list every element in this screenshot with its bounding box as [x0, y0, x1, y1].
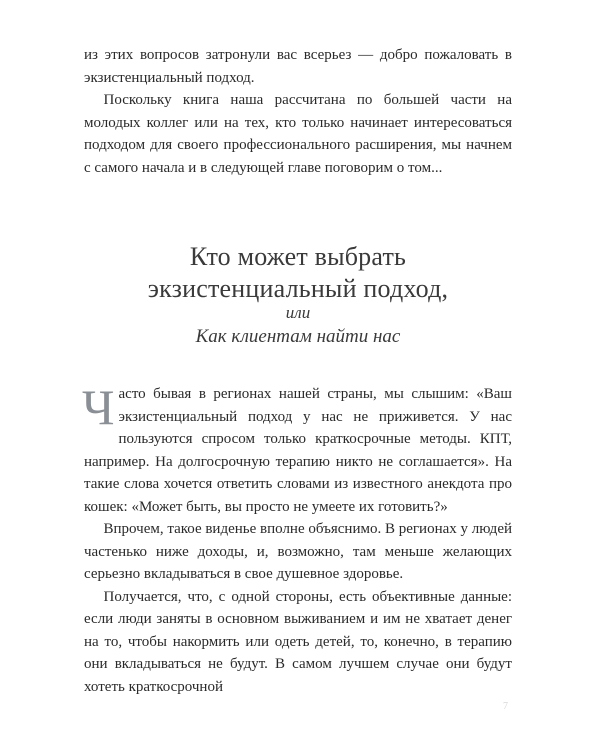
- chapter-or: или: [285, 303, 311, 322]
- page-number: 7: [503, 701, 508, 712]
- body-paragraph: Поскольку книга наша рассчитана по большей части на молодых коллег или на тех, кто только начинает интересоваться подходом для своего профессионального расширения, мы начнем с самого начала и в следующей главе поговорим о том...: [84, 92, 512, 176]
- chapter-subtitle: Как клиентам найти нас: [195, 326, 401, 347]
- body-paragraph: Получается, что, с одной стороны, есть объективные данные: если люди заняты в основном выживанием и им не хватает денег на то, чтобы накормить или одеть детей, то, конечно, в терапию они вкладываться не будут. В самом лучшем случае они будут хотеть краткосрочной: [84, 588, 512, 695]
- document-page: [84, 44, 512, 698]
- chapter-title-line: экзистенциальный подход,: [147, 274, 449, 303]
- opening-paragraph: [82, 379, 512, 518]
- chapter-title-line: Кто может выбрать: [189, 242, 407, 271]
- opening-paragraph-text: асто бывая в регионах нашей страны, мы слышим: «Ваш экзистенциальный подход у нас не приживется. У нас пользуются спросом только краткосрочные методы. КПТ, например. На долгосрочную терапию никто не соглашается». На такие слова хочется ответить словами из известного анекдота про кошек: «Может быть, вы просто не умеете их готовить?»: [84, 386, 512, 515]
- chapter-heading: [84, 241, 512, 349]
- body-paragraph: из этих вопросов затронули вас всерьез — добро пожаловать в экзистенциальный подход.: [84, 47, 512, 86]
- body-paragraph: Впрочем, такое виденье вполне объяснимо. В регионах у людей частенько ниже доходы, и, возможно, там меньше желающих серьезно вкладываться в свое душевное здоровье.: [84, 521, 513, 582]
- drop-cap: Ч: [82, 379, 115, 435]
